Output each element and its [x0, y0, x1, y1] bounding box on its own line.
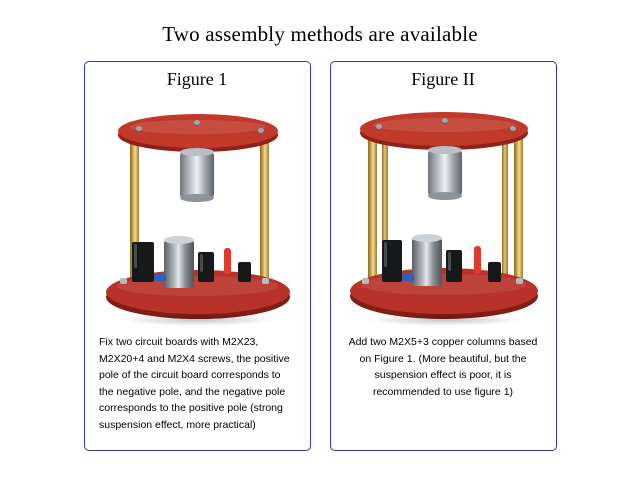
- electrolytic-capacitor: [164, 240, 194, 288]
- led-red: [224, 248, 231, 274]
- figure-2-caption: Add two M2X5+3 copper columns based on Figure 1. (More beautiful, but the suspension effect is poor, it is recommended to use figure 1): [348, 336, 538, 398]
- component-black-left: [132, 242, 154, 282]
- screw-icon: [362, 278, 369, 284]
- extra-copper-column-right: [502, 142, 508, 282]
- figure-2-photo: [338, 92, 549, 328]
- screw-icon: [516, 278, 523, 284]
- brass-column-left: [368, 136, 377, 284]
- component-black-mid: [446, 250, 462, 282]
- component-black-right: [238, 262, 251, 282]
- brass-column-right: [514, 136, 523, 284]
- figure-1-caption: Fix two circuit boards with M2X23, M2X20+4 and M2X4 screws, the positive pole of the circuit board corresponds to the negative pole, and the negative pole corresponds to the positive pole (strong suspension effect, more practical): [99, 336, 290, 431]
- levitating-magnet: [428, 150, 462, 196]
- panel-container: [0, 61, 640, 451]
- page-title: Two assembly methods are available: [162, 22, 478, 46]
- bottom-circuit-board: [350, 268, 538, 314]
- screw-icon: [510, 126, 516, 131]
- brass-column-right: [260, 140, 269, 282]
- drop-shadow: [120, 314, 278, 326]
- screw-icon: [136, 126, 142, 131]
- levitation-kit-illustration-1: [92, 92, 303, 328]
- component-blue: [154, 274, 166, 281]
- component-blue: [402, 274, 414, 281]
- screw-icon: [194, 120, 200, 125]
- electrolytic-capacitor: [412, 238, 442, 286]
- figure-2-title: Figure II: [411, 69, 475, 89]
- screw-icon: [376, 124, 382, 129]
- figure-1-title: Figure 1: [166, 69, 228, 89]
- levitating-magnet: [180, 152, 214, 198]
- screw-icon: [442, 118, 448, 123]
- figure-1-panel: [84, 61, 311, 451]
- led-red: [474, 246, 481, 274]
- component-black-left: [382, 240, 402, 282]
- component-black-mid: [198, 252, 214, 282]
- figure-2-panel: [330, 61, 557, 451]
- figure-1-photo: [92, 92, 303, 328]
- levitation-kit-illustration-2: [338, 92, 549, 328]
- component-black-right: [488, 262, 501, 282]
- screw-icon: [258, 128, 264, 133]
- drop-shadow: [366, 314, 524, 326]
- screw-icon: [262, 278, 269, 284]
- screw-icon: [120, 278, 127, 284]
